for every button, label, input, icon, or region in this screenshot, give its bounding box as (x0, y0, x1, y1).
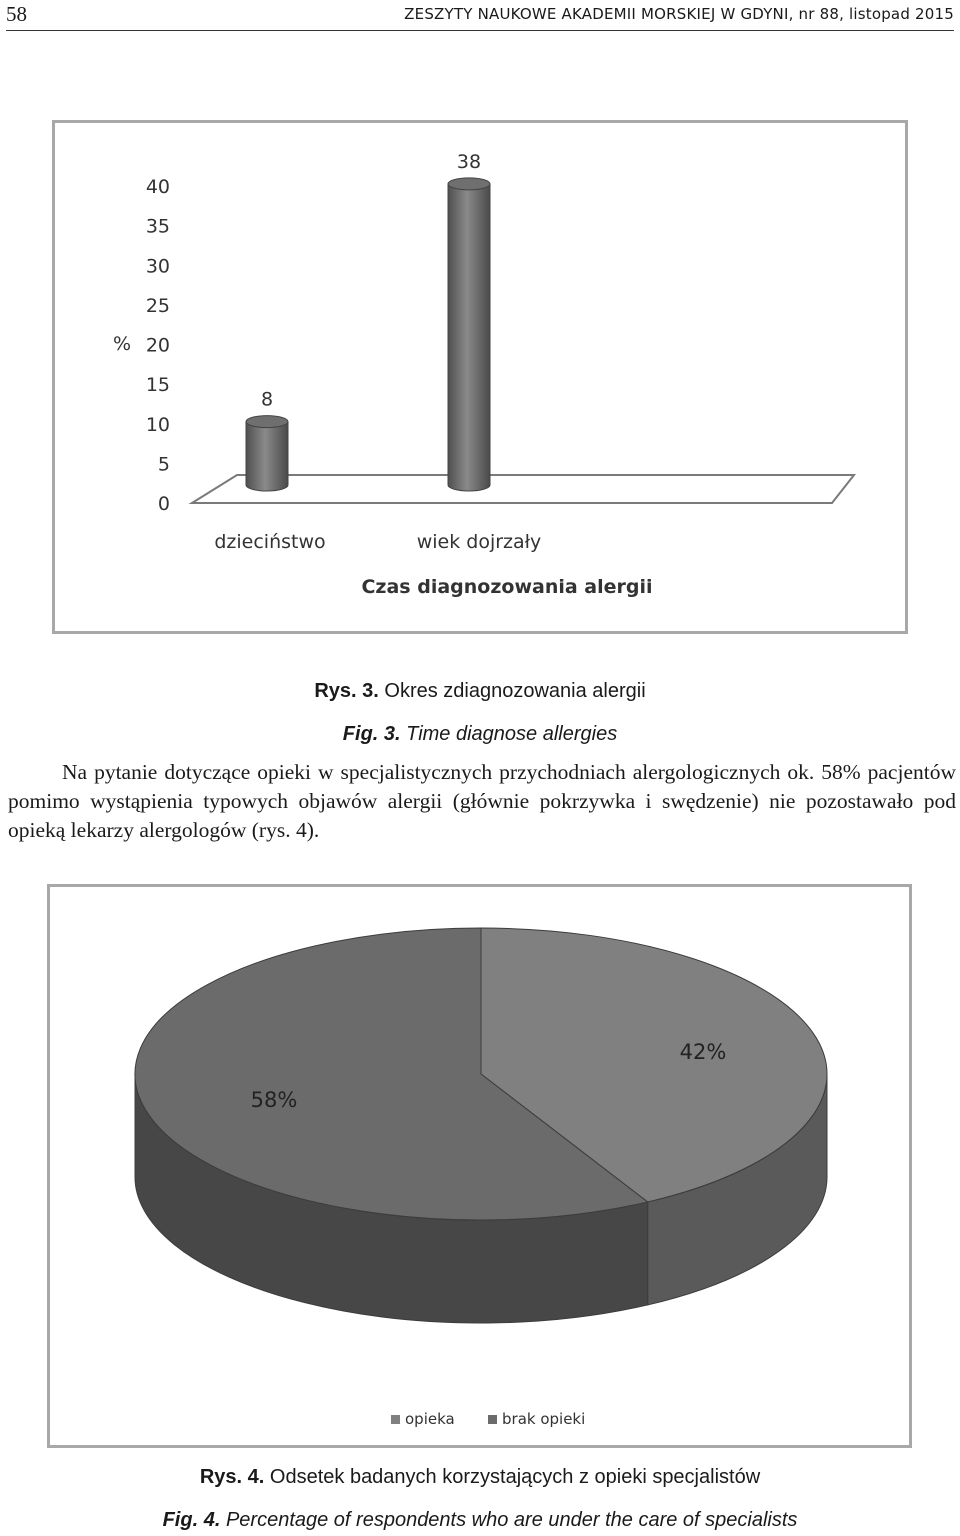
figure-3-caption-en (0, 723, 960, 746)
y-tick-label: 35 (145, 215, 170, 238)
legend-label: opieka (405, 1410, 455, 1428)
legend-swatch (488, 1415, 497, 1424)
slice-data-label: 58% (250, 1088, 298, 1112)
figure-4-caption-en (0, 1509, 960, 1532)
category-label: wiek dojrzały (416, 531, 542, 553)
y-tick-label: 30 (145, 255, 170, 278)
caption-label: Rys. 3. (314, 680, 379, 702)
legend-item (488, 1410, 585, 1428)
slice-data-label: 42% (679, 1040, 727, 1064)
caption-text: Odsetek badanych korzystających z opieki specjalistów (264, 1466, 761, 1488)
y-tick-label: 40 (145, 176, 170, 198)
y-tick-label: 0 (157, 493, 170, 515)
caption-text: Time diagnose allergies (400, 723, 618, 745)
category-label: dzieciństwo (214, 531, 326, 553)
y-axis-label: % (113, 333, 132, 355)
journal-running-title: ZESZYTY NAUKOWE AKADEMII MORSKIEJ W GDYNI, nr 88, listopad 2015 (404, 5, 954, 23)
pie-chart (50, 887, 909, 1445)
bar-2 (448, 178, 490, 491)
caption-text: Okres zdiagnozowania alergii (378, 680, 646, 702)
x-axis-title: Czas diagnozowania alergii (361, 576, 653, 598)
y-tick-label: 15 (145, 374, 170, 397)
figure-3-caption-pl (0, 680, 960, 703)
legend-item (391, 1410, 455, 1428)
y-tick-label: 10 (145, 413, 170, 436)
y-tick-label: 20 (145, 334, 170, 357)
caption-text: Percentage of respondents who are under the care of specialists (220, 1509, 798, 1531)
data-label: 38 (456, 150, 482, 173)
y-tick-label: 5 (157, 453, 170, 476)
figure-3-frame (52, 120, 908, 634)
legend-label: brak opieki (502, 1410, 586, 1428)
data-label: 8 (260, 388, 274, 411)
paragraph-text: Na pytanie dotyczące opieki w specjalistycznych przychodniach alergologicznych ok. 58% pacjentów pomimo wystąpienia typowych objawów alergii (głównie pokrzywka i swędzenie) nie pozostawało pod opieką lekarzy alergologów (rys. 4). (8, 760, 956, 842)
caption-label: Rys. 4. (199, 1466, 265, 1488)
figure-4-caption-pl (0, 1466, 960, 1489)
body-paragraph (8, 758, 956, 845)
caption-label: Fig. 3. (342, 723, 401, 745)
bar-1 (246, 416, 288, 491)
chart-floor (192, 475, 854, 503)
bar-chart (55, 123, 905, 631)
running-header (6, 0, 954, 31)
y-tick-label: 25 (145, 294, 170, 317)
legend-swatch (391, 1415, 400, 1424)
figure-4-frame (47, 884, 912, 1448)
caption-label: Fig. 4. (162, 1509, 221, 1531)
page-number: 58 (6, 2, 27, 26)
